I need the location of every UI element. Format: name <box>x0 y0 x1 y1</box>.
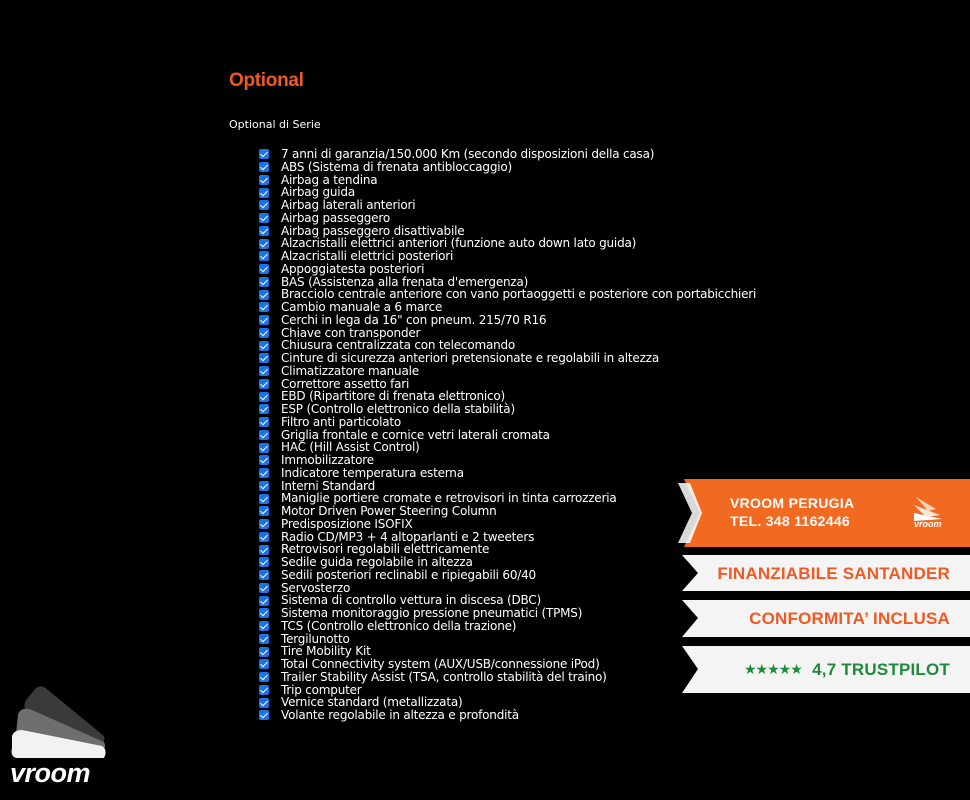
checkbox-checked-icon[interactable] <box>259 302 269 312</box>
option-label: Total Connectivity system (AUX/USB/connessione iPod) <box>281 657 600 671</box>
checkbox-checked-icon[interactable] <box>259 417 269 427</box>
checkbox-checked-icon[interactable] <box>259 430 269 440</box>
conformity-badge[interactable] <box>678 600 970 637</box>
option-label: Vernice standard (metallizzata) <box>281 695 463 710</box>
checkbox-checked-icon[interactable] <box>259 290 269 300</box>
rating-stars-icon: ★★★★★ <box>744 662 802 678</box>
checkbox-checked-icon[interactable] <box>259 315 269 325</box>
checkbox-checked-icon[interactable] <box>259 710 269 720</box>
option-label: Airbag passeggero disattivabile <box>281 223 465 238</box>
checkbox-checked-icon[interactable] <box>259 443 269 453</box>
option-label: Servosterzo <box>281 580 351 595</box>
checkbox-checked-icon[interactable] <box>259 506 269 516</box>
option-item <box>259 199 756 212</box>
checkbox-checked-icon[interactable] <box>259 634 269 644</box>
option-item <box>259 365 756 378</box>
section-subtitle: Optional di Serie <box>229 118 321 131</box>
option-label: Cerchi in lega da 16" con pneum. 215/70 R16 <box>281 312 547 327</box>
option-label: Sistema di controllo vettura in discesa (DBC) <box>281 593 541 608</box>
option-item <box>259 709 756 722</box>
option-label: Airbag a tendina <box>281 172 378 187</box>
checkbox-checked-icon[interactable] <box>259 162 269 172</box>
option-label: Maniglie portiere cromate e retrovisori in tinta carrozzeria <box>281 491 617 506</box>
checkbox-checked-icon[interactable] <box>259 341 269 351</box>
checkbox-checked-icon[interactable] <box>259 379 269 389</box>
option-label: Volante regolabile in altezza e profondità <box>281 708 519 722</box>
option-label: Chiusura centralizzata con telecomando <box>281 338 516 353</box>
option-label: Climatizzatore manuale <box>281 363 419 378</box>
checkbox-checked-icon[interactable] <box>259 583 269 593</box>
option-label: Airbag laterali anteriori <box>281 198 416 212</box>
option-label: EBD (Ripartitore di frenata elettronico) <box>281 389 506 404</box>
conformity-label: CONFORMITA’ INCLUSA <box>749 609 950 628</box>
option-item <box>259 352 756 365</box>
option-label: 7 anni di garanzia/150.000 Km (secondo disposizioni della casa) <box>281 147 655 161</box>
checkbox-checked-icon[interactable] <box>259 264 269 274</box>
option-label: Appoggiatesta posteriori <box>281 261 425 276</box>
option-item <box>259 148 756 161</box>
option-item <box>259 212 756 225</box>
option-label: Cinture di sicurezza anteriori pretensionate e regolabili in altezza <box>281 351 659 365</box>
svg-text:vroom: vroom <box>914 519 942 529</box>
checkbox-checked-icon[interactable] <box>259 557 269 567</box>
checkbox-checked-icon[interactable] <box>259 149 269 159</box>
checkbox-checked-icon[interactable] <box>259 647 269 657</box>
option-label: Alzacristalli elettrici posteriori <box>281 249 454 263</box>
dealer-phone[interactable]: TEL. 348 1162446 <box>730 513 850 529</box>
option-item <box>259 250 756 263</box>
checkbox-checked-icon[interactable] <box>259 188 269 198</box>
option-label: Motor Driven Power Steering Column <box>281 504 497 518</box>
option-label: Predisposizione ISOFIX <box>281 516 413 531</box>
finance-label: FINANZIABILE SANTANDER <box>717 564 950 583</box>
checkbox-checked-icon[interactable] <box>259 328 269 338</box>
section-title: Optional <box>229 70 304 91</box>
option-item <box>259 467 756 480</box>
checkbox-checked-icon[interactable] <box>259 596 269 606</box>
checkbox-checked-icon[interactable] <box>259 251 269 261</box>
checkbox-checked-icon[interactable] <box>259 213 269 223</box>
option-label: Interni Standard <box>281 478 376 493</box>
option-label: Sedile guida regolabile in altezza <box>281 555 473 569</box>
trustpilot-label: 4,7 TRUSTPILOT <box>812 660 950 679</box>
checkbox-checked-icon[interactable] <box>259 672 269 682</box>
option-label: Radio CD/MP3 + 4 altoparlanti e 2 tweeters <box>281 529 535 544</box>
trustpilot-badge[interactable] <box>678 646 970 693</box>
option-label: Correttore assetto fari <box>281 376 410 391</box>
checkbox-checked-icon[interactable] <box>259 698 269 708</box>
checkbox-checked-icon[interactable] <box>259 277 269 287</box>
option-label: Indicatore temperatura esterna <box>281 465 464 480</box>
option-item <box>259 314 756 327</box>
option-label: Immobilizzatore <box>281 453 374 467</box>
option-label: Cambio manuale a 6 marce <box>281 300 443 314</box>
checkbox-checked-icon[interactable] <box>259 175 269 185</box>
option-label: TCS (Controllo elettronico della trazione) <box>281 618 517 633</box>
option-label: Retrovisori regolabili elettricamente <box>281 542 490 557</box>
option-item <box>259 263 756 276</box>
option-label: Griglia frontale e cornice vetri laterali cromata <box>281 427 550 442</box>
checkbox-checked-icon[interactable] <box>259 621 269 631</box>
finance-badge[interactable] <box>678 555 970 591</box>
checkbox-checked-icon[interactable] <box>259 570 269 580</box>
checkbox-checked-icon[interactable] <box>259 366 269 376</box>
checkbox-checked-icon[interactable] <box>259 685 269 695</box>
option-label: Trailer Stability Assist (TSA, controllo stabilità del traino) <box>281 669 607 684</box>
checkbox-checked-icon[interactable] <box>259 608 269 618</box>
option-label: Alzacristalli elettrici anteriori (funzione auto down lato guida) <box>281 236 637 251</box>
option-label: Sedili posteriori reclinabil e ripiegabili 60/40 <box>281 567 536 582</box>
dealer-name: VROOM PERUGIA <box>730 495 855 511</box>
checkbox-checked-icon[interactable] <box>259 353 269 363</box>
option-label: Bracciolo centrale anteriore con vano portaoggetti e posteriore con portabicchieri <box>281 287 757 302</box>
option-label: HAC (Hill Assist Control) <box>281 440 420 455</box>
option-item <box>259 416 756 429</box>
option-label: Filtro anti particolato <box>281 414 402 429</box>
checkbox-checked-icon[interactable] <box>259 545 269 555</box>
checkbox-checked-icon[interactable] <box>259 226 269 236</box>
checkbox-checked-icon[interactable] <box>259 468 269 478</box>
option-item <box>259 403 756 416</box>
checkbox-checked-icon[interactable] <box>259 659 269 669</box>
option-label: Tergilunotto <box>281 631 350 646</box>
option-item <box>259 161 756 174</box>
option-label: ESP (Controllo elettronico della stabilità) <box>281 402 515 416</box>
option-item <box>259 301 756 314</box>
option-label: Airbag passeggero <box>281 210 390 225</box>
checkbox-checked-icon[interactable] <box>259 519 269 529</box>
checkbox-checked-icon[interactable] <box>259 494 269 504</box>
option-label: Airbag guida <box>281 185 356 200</box>
option-item <box>259 454 756 467</box>
option-label: Chiave con transponder <box>281 325 421 340</box>
checkbox-checked-icon[interactable] <box>259 455 269 465</box>
checkbox-checked-icon[interactable] <box>259 532 269 542</box>
option-label: ABS (Sistema di frenata antibloccaggio) <box>281 159 512 174</box>
vroom-logo-icon <box>8 684 112 768</box>
logo-wordmark: vroom <box>10 758 91 788</box>
option-label: Sistema monitoraggio pressione pneumatici (TPMS) <box>281 606 583 620</box>
option-label: Tire Mobility Kit <box>281 644 371 659</box>
checkbox-checked-icon[interactable] <box>259 239 269 249</box>
dealer-contact-badge[interactable] <box>678 479 970 547</box>
checkbox-checked-icon[interactable] <box>259 392 269 402</box>
checkbox-checked-icon[interactable] <box>259 404 269 414</box>
checkbox-checked-icon[interactable] <box>259 481 269 491</box>
option-label: BAS (Assistenza alla frenata d'emergenza) <box>281 274 529 289</box>
option-label: Trip computer <box>281 682 362 697</box>
checkbox-checked-icon[interactable] <box>259 200 269 210</box>
